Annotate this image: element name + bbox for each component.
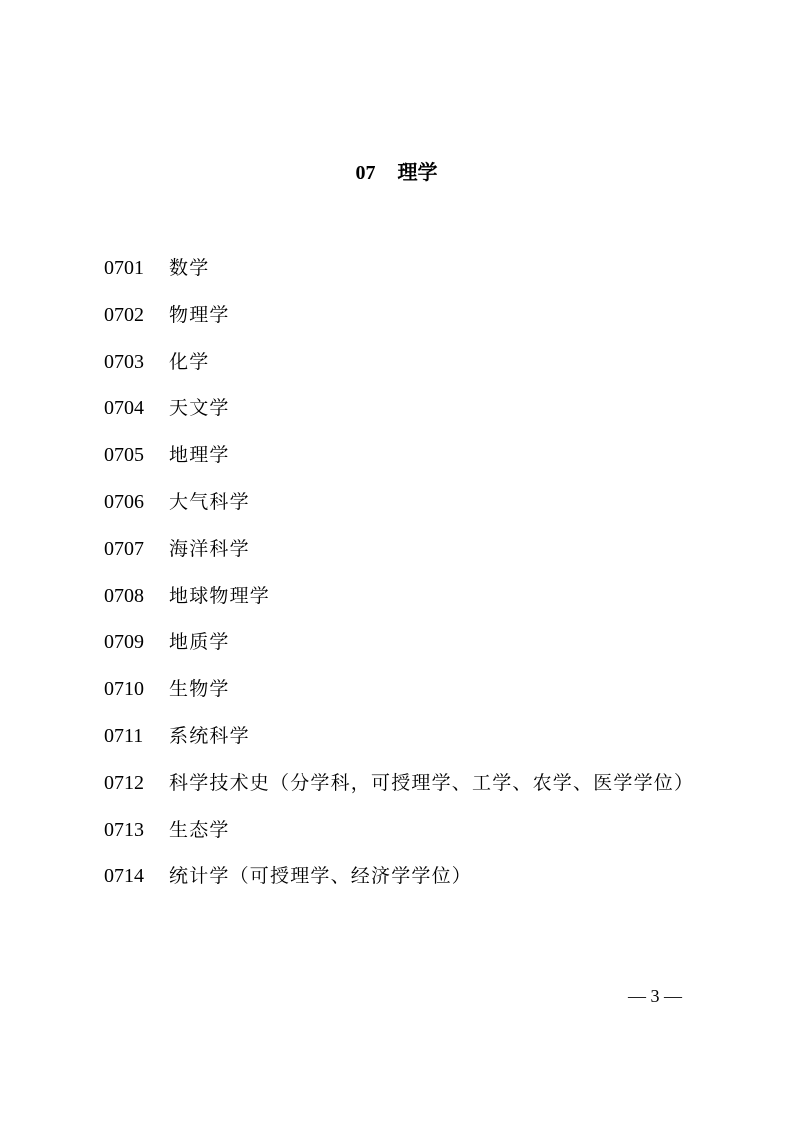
discipline-name: 系统科学: [169, 724, 250, 747]
discipline-name: 地理学: [169, 444, 230, 467]
discipline-list: [104, 245, 704, 900]
discipline-code: 0705: [104, 444, 144, 467]
section-heading: [0, 156, 793, 185]
discipline-code: 0714: [104, 865, 144, 888]
list-item: [104, 526, 704, 573]
section-title: 理学: [397, 160, 438, 184]
list-item: [104, 619, 704, 666]
list-item: [104, 853, 704, 900]
list-item: [104, 666, 704, 713]
discipline-name: 地球物理学: [169, 584, 271, 607]
discipline-name: 统计学（可授理学、经济学学位）: [169, 865, 473, 888]
list-item: [104, 292, 704, 339]
discipline-code: 0708: [104, 584, 144, 607]
discipline-name: 生态学: [169, 818, 230, 841]
discipline-code: 0701: [104, 257, 144, 279]
discipline-code: 0707: [104, 537, 144, 560]
list-item: [104, 573, 704, 620]
discipline-name: 数学: [169, 257, 210, 279]
discipline-name: 生物学: [169, 678, 230, 701]
list-item: [104, 432, 704, 479]
page-number: — 3 —: [628, 986, 682, 1006]
list-item: [104, 760, 704, 807]
discipline-name: 科学技术史（分学科，可授理学、工学、农学、医学学位）: [169, 771, 695, 794]
list-item: [104, 479, 704, 526]
section-code: 07: [355, 162, 376, 184]
list-item: [104, 385, 704, 432]
discipline-name: 海洋科学: [169, 537, 250, 560]
discipline-name: 大气科学: [169, 490, 250, 513]
discipline-code: 0703: [104, 350, 144, 373]
list-item: [104, 339, 704, 386]
list-item: [104, 245, 704, 292]
discipline-code: 0712: [104, 771, 144, 794]
list-item: [104, 713, 704, 760]
list-item: [104, 807, 704, 854]
discipline-code: 0706: [104, 490, 144, 513]
discipline-code: 0709: [104, 631, 144, 654]
discipline-code: 0704: [104, 397, 144, 420]
discipline-name: 地质学: [169, 631, 230, 654]
discipline-name: 物理学: [169, 303, 230, 326]
discipline-code: 0702: [104, 303, 144, 326]
discipline-name: 化学: [169, 350, 210, 373]
discipline-code: 0711: [104, 724, 144, 747]
discipline-code: 0713: [104, 818, 144, 841]
discipline-code: 0710: [104, 678, 144, 701]
discipline-name: 天文学: [169, 397, 230, 420]
